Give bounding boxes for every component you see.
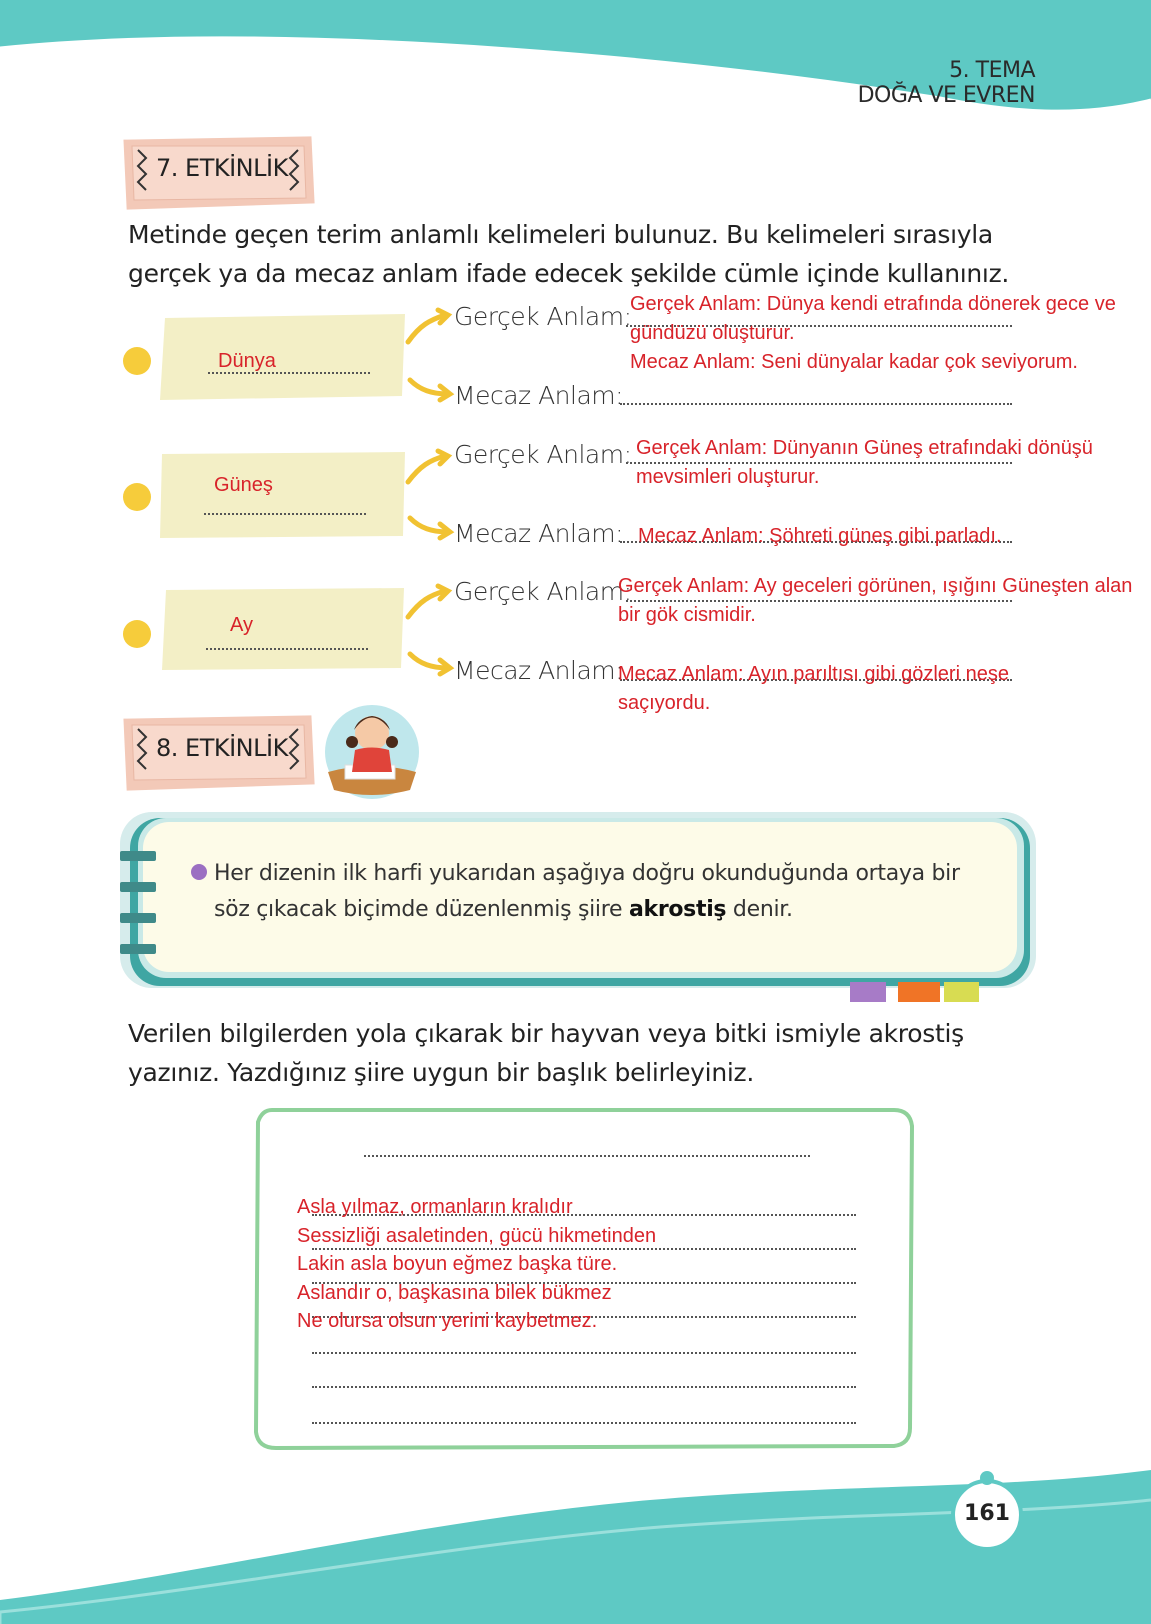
yellow-dot-icon	[123, 347, 151, 375]
activity-8-badge: 8. ETKİNLİK	[156, 734, 288, 762]
activity-7-instruction: Metinde geçen terim anlamlı kelimeleri bulunuz. Bu kelimeleri sırasıyla gerçek ya da mecaz anlam ifade edecek şekilde cümle içinde kullanınız.	[128, 220, 1010, 288]
poem-title-line[interactable]	[364, 1155, 810, 1157]
purple-bullet-icon	[191, 864, 207, 880]
theme-number: 5. TEMA	[949, 58, 1035, 83]
figurative-meaning-line[interactable]	[620, 403, 1012, 405]
page-number: 161	[964, 1501, 1010, 1526]
real-meaning-answer: Gerçek Anlam: Dünyanın Güneş etrafındaki dönüşü mevsimleri oluşturur.	[636, 437, 1093, 488]
real-meaning-answer: Gerçek Anlam: Dünya kendi etrafında dönerek gece ve gündüzü oluşturur.	[630, 293, 1116, 344]
poem-line-text: Asla yılmaz, ormanların kralıdır	[297, 1196, 573, 1218]
word-label: Dünya	[218, 350, 276, 372]
akrostis-definition	[214, 856, 974, 928]
real-meaning-answer: Gerçek Anlam: Ay geceleri görünen, ışığını Güneşten alan bir gök cismidir.	[618, 575, 1133, 626]
word-card-1	[160, 314, 405, 400]
figurative-meaning-answer: Mecaz Anlam: Ayın parıltısı gibi gözleri neşe saçıyordu.	[618, 663, 1009, 714]
arrow-icon	[408, 315, 445, 342]
word-card-2	[160, 452, 405, 538]
theme-title: DOĞA VE EVREN	[857, 83, 1035, 108]
figurative-meaning-label: Mecaz Anlam:	[454, 656, 624, 685]
real-meaning-label: Gerçek Anlam:	[454, 302, 632, 331]
figurative-meaning-label: Mecaz Anlam:	[454, 519, 624, 548]
activity-8-instruction: Verilen bilgilerden yola çıkarak bir hayvan veya bitki ismiyle akrostiş yazınız. Yazdığınız şiire uygun bir başlık belirleyiniz.	[128, 1019, 964, 1087]
word-answer-line[interactable]	[206, 648, 368, 650]
poem-line-text: Lakin asla boyun eğmez başka türe.	[297, 1253, 618, 1275]
arrow-icon	[408, 591, 445, 617]
arrow-icon	[408, 456, 445, 482]
word-label: Ay	[230, 614, 253, 636]
yellow-dot-icon	[123, 620, 151, 648]
figurative-meaning-answer: Mecaz Anlam: Şöhreti güneş gibi parladı.	[638, 525, 1002, 547]
word-answer-line[interactable]	[204, 513, 366, 515]
real-meaning-label: Gerçek Anlam:	[454, 440, 632, 469]
figurative-meaning-answer: Mecaz Anlam: Seni dünyalar kadar çok seviyorum.	[630, 351, 1078, 373]
word-answer-line[interactable]	[208, 372, 370, 374]
definition-text: Her dizenin ilk harfi yukarıdan aşağıya doğru okunduğunda ortaya bir söz çıkacak biçimde düzenlenmiş şiire	[214, 861, 960, 922]
poem-line-text: Aslandır o, başkasına bilek bükmez	[297, 1281, 612, 1304]
definition-end: denir.	[726, 897, 793, 922]
definition-term: akrostiş	[628, 897, 727, 922]
poem-line[interactable]	[312, 1352, 856, 1354]
figurative-meaning-label: Mecaz Anlam:	[454, 381, 624, 410]
poem-text	[297, 1193, 857, 1336]
word-card-3	[162, 588, 404, 670]
poem-line[interactable]	[312, 1386, 856, 1388]
theme-header	[858, 58, 1035, 108]
word-label: Güneş	[214, 474, 273, 496]
poem-line-text: Ne olursa olsun yerini kaybetmez.	[297, 1310, 598, 1332]
yellow-dot-icon	[123, 483, 151, 511]
poem-line-text: Sessizliği asaletinden, gücü hikmetinden	[297, 1224, 657, 1247]
girl-writing-illustration	[325, 705, 419, 799]
activity-7-badge: 7. ETKİNLİK	[156, 154, 288, 182]
real-meaning-label: Gerçek Anlam:	[454, 577, 632, 606]
poem-line[interactable]	[312, 1422, 856, 1424]
